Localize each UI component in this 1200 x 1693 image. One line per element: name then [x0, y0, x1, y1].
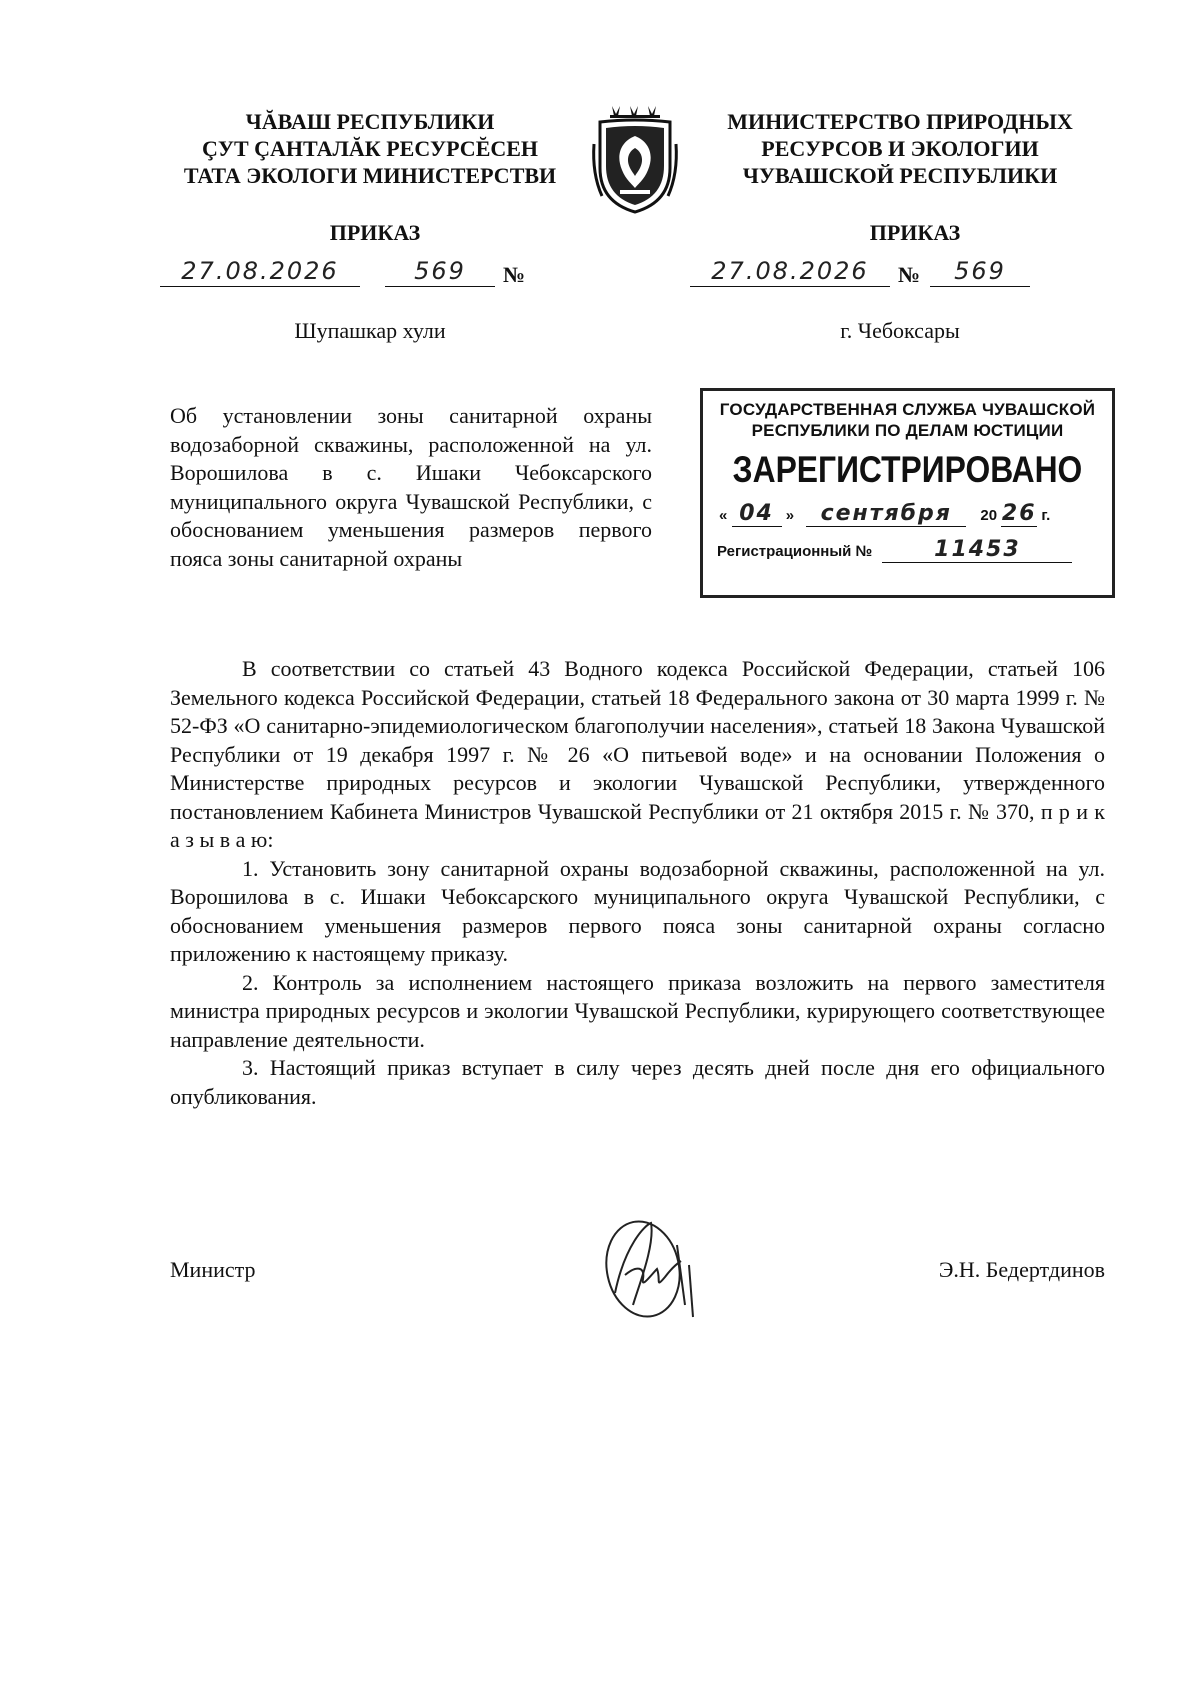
stamp-reg-label: Регистрационный №: [717, 543, 873, 560]
stamp-org-line-1: ГОСУДАРСТВЕННАЯ СЛУЖБА ЧУВАШСКОЙ: [719, 400, 1096, 419]
stamp-org-line-2: РЕСПУБЛИКИ ПО ДЕЛАМ ЮСТИЦИИ: [751, 421, 1064, 440]
body-paragraph-item-3: 3. Настоящий приказ вступает в силу через десять дней после дня его официального опубликования.: [170, 1055, 1105, 1109]
header-left-line-1: ЧĂВАШ РЕСПУБЛИКИ: [245, 109, 495, 134]
stamp-year-prefix: 20: [980, 507, 998, 524]
signatory-position: Министр: [170, 1257, 256, 1282]
place-chuvash: Шупашкар хули: [294, 318, 446, 343]
signatory-name: Э.Н. Бедертдинов: [938, 1257, 1105, 1282]
header-left-line-3: ТАТА ЭКОЛОГИ МИНИСТЕРСТВИ: [183, 163, 557, 188]
chuvash-coat-of-arms-icon: [590, 104, 680, 216]
stamp-day-open-quote: «: [719, 507, 728, 524]
ministry-name-russian: [680, 108, 1120, 189]
header-right-line-3: ЧУВАШСКОЙ РЕСПУБЛИКИ: [742, 163, 1058, 188]
header-right-line-2: РЕСУРСОВ И ЭКОЛОГИИ: [761, 136, 1039, 161]
order-date-left: 27.08.2026: [160, 256, 360, 287]
number-sign-right: №: [898, 262, 921, 287]
stamp-day-close-quote: »: [785, 507, 795, 524]
stamp-reg-number: 11453: [882, 537, 1072, 563]
order-title-left: ПРИКАЗ: [329, 220, 421, 245]
header-right-line-1: МИНИСТЕРСТВО ПРИРОДНЫХ: [727, 109, 1073, 134]
body-paragraph-item-1: 1. Установить зону санитарной охраны водозаборной скважины, расположенной на ул. Ворошилова в с. Ишаки Чебоксарского муниципального округа Чувашской Республики, с обоснованием уменьшения размеров первого пояса зоны санитарной охраны согласно приложению к настоящему приказу.: [170, 855, 1105, 966]
place-russian: г. Чебоксары: [840, 318, 960, 343]
ministry-name-chuvash: [150, 108, 590, 189]
stamp-day: 04: [732, 501, 782, 527]
body-paragraph-item-2: 2. Контроль за исполнением настоящего приказа возложить на первого заместителя министра природных ресурсов и экологии Чувашской Республики, курирующего соответствующее направление деятельности.: [170, 969, 1105, 1052]
stamp-status: ЗАРЕГИСТРИРОВАНО: [732, 449, 1083, 490]
order-subject: Об установлении зоны санитарной охраны водозаборной скважины, расположенной на ул. Ворошилова в с. Ишаки Чебоксарского муниципального округа Чувашской Республики, с обоснованием уменьшения размеров первого пояса зоны санитарной охраны: [170, 403, 652, 571]
header-left-line-2: ÇУТ ÇАНТАЛĂК РЕСУРСĔСЕН: [201, 136, 539, 161]
stamp-year-suffix: 26: [1001, 501, 1037, 526]
order-title-right: ПРИКАЗ: [869, 220, 961, 245]
order-number-right: 569: [930, 256, 1030, 287]
stamp-month: сентября: [806, 501, 966, 527]
order-number-left: 569: [385, 256, 495, 287]
body-paragraph-preamble: В соответствии со статьей 43 Водного кодекса Российской Федерации, статьей 106 Земельного кодекса Российской Федерации, статьей 18 Федерального закона от 30 марта 1999 г. № 52-ФЗ «О санитарно-эпидемиологическом благополучии населения», статьей 18 Закона Чувашской Республики от 19 декабря 1997 г. № 26 «О питьевой воде» и на основании Положения о Министерстве природных ресурсов и экологии Чувашской Республики, утвержденного постановлением Кабинета Министров Чувашской Республики от 21 октября 2015 г. № 370, п р и к а з ы в а ю:: [170, 656, 1105, 852]
stamp-reg-row: [703, 537, 1112, 563]
handwritten-signature-icon: [585, 1205, 715, 1325]
stamp-date-row: [703, 501, 1112, 527]
registration-stamp: [700, 388, 1115, 598]
stamp-year-unit: г.: [1041, 507, 1051, 524]
number-sign-left: №: [503, 262, 526, 287]
order-date-right: 27.08.2026: [690, 256, 890, 287]
order-body: [170, 655, 1105, 1111]
